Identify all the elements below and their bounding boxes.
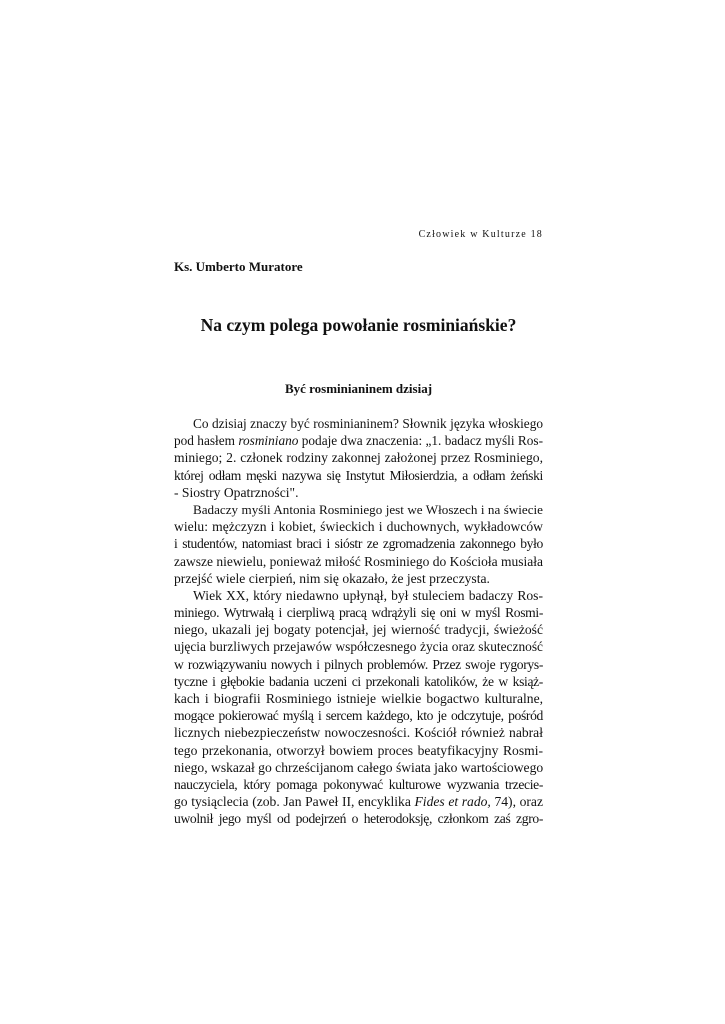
body-line: Wiek XX, który niedawno upłynął, był stuleciem badaczy Ros- — [193, 587, 543, 603]
author-name: Ks. Umberto Muratore — [174, 259, 303, 274]
body-line: - Siostry Opatrzności". — [174, 484, 299, 500]
body-line: tego przekonania, otworzył bowiem proces beatyfikacyjny Rosmi- — [174, 742, 543, 758]
body-line: Badaczy myśli Antonia Rosminiego jest we Włoszech i na świecie — [193, 501, 543, 517]
section-heading: Być rosminianinem dzisiaj — [284, 381, 433, 396]
running-header: Człowiek w Kulturze 18 — [418, 229, 543, 240]
body-line: niego, wskazał go chrześcijanom całego świata jako wartościowego — [174, 759, 544, 775]
body-line: ujęcia burzliwych przejawów współczesnego życia oraz skuteczność — [174, 639, 543, 655]
body-text-span: 74), oraz — [490, 794, 543, 810]
italic-term: rosminiano — [238, 433, 299, 449]
body-line — [174, 432, 543, 449]
body-line: kach i biografii Rosminiego istnieje wielkie bogactwo kulturalne, — [174, 691, 543, 706]
italic-title: Fides et rado, — [414, 794, 491, 810]
body-line: mogące pokierować myślą i sercem każdego, kto je odczytuje, pośród — [174, 708, 543, 724]
body-text-span: podaje dwa znaczenia: „1. badacz myśli Ros- — [298, 433, 543, 449]
body-line: przejść wiele cierpień, nim się okazało, że jest przeczysta. — [174, 570, 490, 586]
body-line: miniego; 2. członek rodziny zakonnej założonej przez Rosminiego, — [174, 450, 543, 466]
body-line: której odłam męski nazywa się Instytut Miłosierdzia, a odłam żeński — [174, 467, 543, 483]
body-line: i studentów, natomiast braci i sióstr ze zgromadzenia zakonnego było — [174, 536, 543, 552]
body-line: w rozwiązywaniu nowych i pilnych problemów. Przez swoje rygorys- — [174, 656, 543, 672]
body-line: nauczyciela, który pomaga pokonywać kulturowe wyzwania trzecie- — [174, 776, 543, 792]
body-text-span: go tysiąclecia (zob. Jan Paweł II, encyklika — [174, 794, 415, 810]
body-line: wielu: mężczyzn i kobiet, świeckich i duchownych, wykładowców — [174, 519, 543, 535]
body-line: miniego. Wytrwałą i cierpliwą pracą wdrążyli się oni w myśl Rosmi- — [174, 605, 543, 621]
body-line: zawsze niewielu, ponieważ miłość Rosminiego do Kościoła musiała — [174, 553, 543, 569]
body-line: uwolnił jego myśl od podejrzeń o heterodoksję, członkom zaś zgro- — [174, 811, 543, 827]
body-line: niego, ukazali jej bogaty potencjał, jej wierność tradycji, świeżość — [174, 622, 543, 638]
article-title: Na czym polega powołanie rosminiańskie? — [200, 315, 517, 335]
body-line: tyczne i głębokie badania uczeni ci przekonali katolików, że w książ- — [174, 673, 543, 689]
body-text-span: pod hasłem — [174, 433, 239, 449]
body-line: licznych niebezpieczeństw nowoczesności. Kościół również nabrał — [174, 725, 543, 741]
article-body — [174, 415, 543, 828]
body-line — [174, 793, 543, 810]
body-line: Co dzisiaj znaczy być rosminianinem? Słownik języka włoskiego — [193, 416, 543, 431]
